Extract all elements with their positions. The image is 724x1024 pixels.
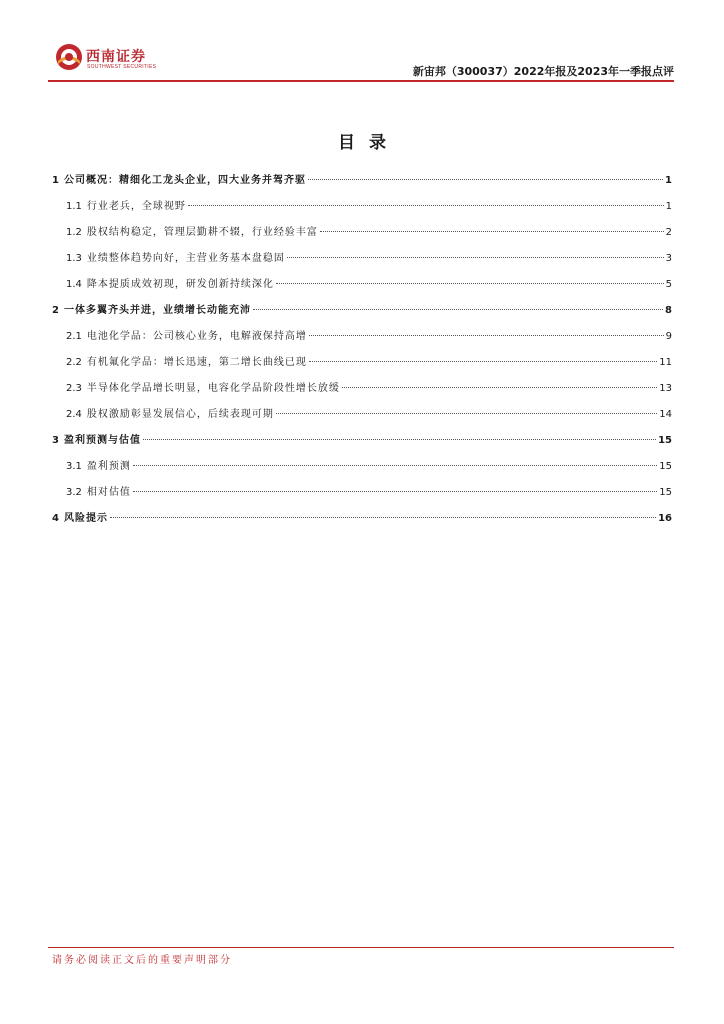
toc-entry-number: 1.2 [66, 227, 82, 238]
toc-entry-title: 半导体化学品增长明显，电容化学品阶段性增长放缓 [86, 383, 340, 394]
toc-entry-title: 盈利预测 [86, 461, 131, 472]
toc-entry-number: 3.1 [66, 461, 82, 472]
toc-entry-title: 风险提示 [63, 513, 108, 524]
toc-dot-leader [188, 205, 664, 206]
toc-entry[interactable] [52, 246, 672, 272]
toc-entry-number: 1 [52, 175, 59, 186]
table-of-contents [52, 168, 672, 532]
toc-dot-leader [309, 361, 657, 362]
toc-entry-page: 9 [665, 331, 672, 342]
toc-entry-number: 2.1 [66, 331, 82, 342]
toc-entry-title: 盈利预测与估值 [63, 435, 141, 446]
footer-divider [48, 947, 674, 948]
toc-entry-number: 2.4 [66, 409, 82, 420]
footer-disclaimer: 请务必阅读正文后的重要声明部分 [52, 955, 232, 966]
toc-dot-leader [309, 335, 664, 336]
toc-dot-leader [320, 231, 664, 232]
brand-name: 西南证券 [86, 49, 146, 65]
toc-entry[interactable] [52, 428, 672, 454]
toc-entry-title: 公司概况：精细化工龙头企业，四大业务并驾齐驱 [63, 175, 306, 186]
toc-entry[interactable] [52, 194, 672, 220]
toc-dot-leader [308, 179, 663, 180]
toc-entry-number: 2.2 [66, 357, 82, 368]
toc-entry-page: 1 [665, 201, 672, 212]
toc-entry-page: 11 [659, 357, 672, 368]
toc-dot-leader [276, 413, 657, 414]
toc-entry-number: 2 [52, 305, 59, 316]
toc-entry-title: 降本提质成效初现，研发创新持续深化 [86, 279, 274, 290]
toc-entry-page: 15 [659, 461, 672, 472]
toc-entry-title: 一体多翼齐头并进，业绩增长动能充沛 [63, 305, 251, 316]
toc-dot-leader [110, 517, 656, 518]
toc-entry-number: 4 [52, 513, 59, 524]
toc-entry-number: 3.2 [66, 487, 82, 498]
report-title: 新宙邦（300037）2022年报及2023年一季报点评 [412, 65, 674, 78]
toc-entry-number: 2.3 [66, 383, 82, 394]
toc-entry-page: 3 [665, 253, 672, 264]
brand-logo-icon [54, 42, 84, 72]
toc-dot-leader [133, 465, 657, 466]
toc-entry[interactable] [52, 168, 672, 194]
toc-entry-title: 行业老兵，全球视野 [86, 201, 186, 212]
toc-entry[interactable] [52, 402, 672, 428]
toc-dot-leader [143, 439, 656, 440]
brand-logo [54, 42, 157, 76]
toc-entry[interactable] [52, 350, 672, 376]
toc-entry-page: 16 [658, 513, 672, 524]
brand-name-en: SOUTHWEST SECURITIES [87, 64, 157, 70]
toc-entry[interactable] [52, 220, 672, 246]
toc-entry[interactable] [52, 454, 672, 480]
toc-dot-leader [287, 257, 664, 258]
toc-entry[interactable] [52, 272, 672, 298]
toc-entry-page: 15 [659, 487, 672, 498]
toc-entry-number: 1.4 [66, 279, 82, 290]
page-header [0, 0, 724, 84]
toc-entry[interactable] [52, 376, 672, 402]
toc-entry-title: 业绩整体趋势向好，主营业务基本盘稳固 [86, 253, 285, 264]
toc-entry-page: 1 [665, 175, 672, 186]
toc-entry-number: 3 [52, 435, 59, 446]
toc-dot-leader [276, 283, 664, 284]
header-divider [48, 80, 674, 82]
toc-entry-page: 14 [659, 409, 672, 420]
toc-entry-title: 股权激励彰显发展信心，后续表现可期 [86, 409, 274, 420]
toc-entry-page: 15 [658, 435, 672, 446]
toc-entry-title: 有机氟化学品：增长迅速，第二增长曲线已现 [86, 357, 307, 368]
toc-entry[interactable] [52, 324, 672, 350]
toc-entry[interactable] [52, 480, 672, 506]
toc-entry-number: 1.3 [66, 253, 82, 264]
toc-entry[interactable] [52, 506, 672, 532]
toc-dot-leader [133, 491, 657, 492]
toc-entry-page: 5 [665, 279, 672, 290]
toc-dot-leader [253, 309, 663, 310]
toc-entry-number: 1.1 [66, 201, 82, 212]
toc-entry[interactable] [52, 298, 672, 324]
toc-entry-page: 2 [665, 227, 672, 238]
toc-entry-title: 股权结构稳定，管理层勤耕不辍，行业经验丰富 [86, 227, 318, 238]
toc-entry-title: 相对估值 [86, 487, 131, 498]
toc-heading: 目录 [338, 133, 400, 153]
toc-entry-page: 13 [659, 383, 672, 394]
toc-entry-page: 8 [665, 305, 672, 316]
toc-entry-title: 电池化学品：公司核心业务，电解液保持高增 [86, 331, 307, 342]
toc-dot-leader [342, 387, 657, 388]
